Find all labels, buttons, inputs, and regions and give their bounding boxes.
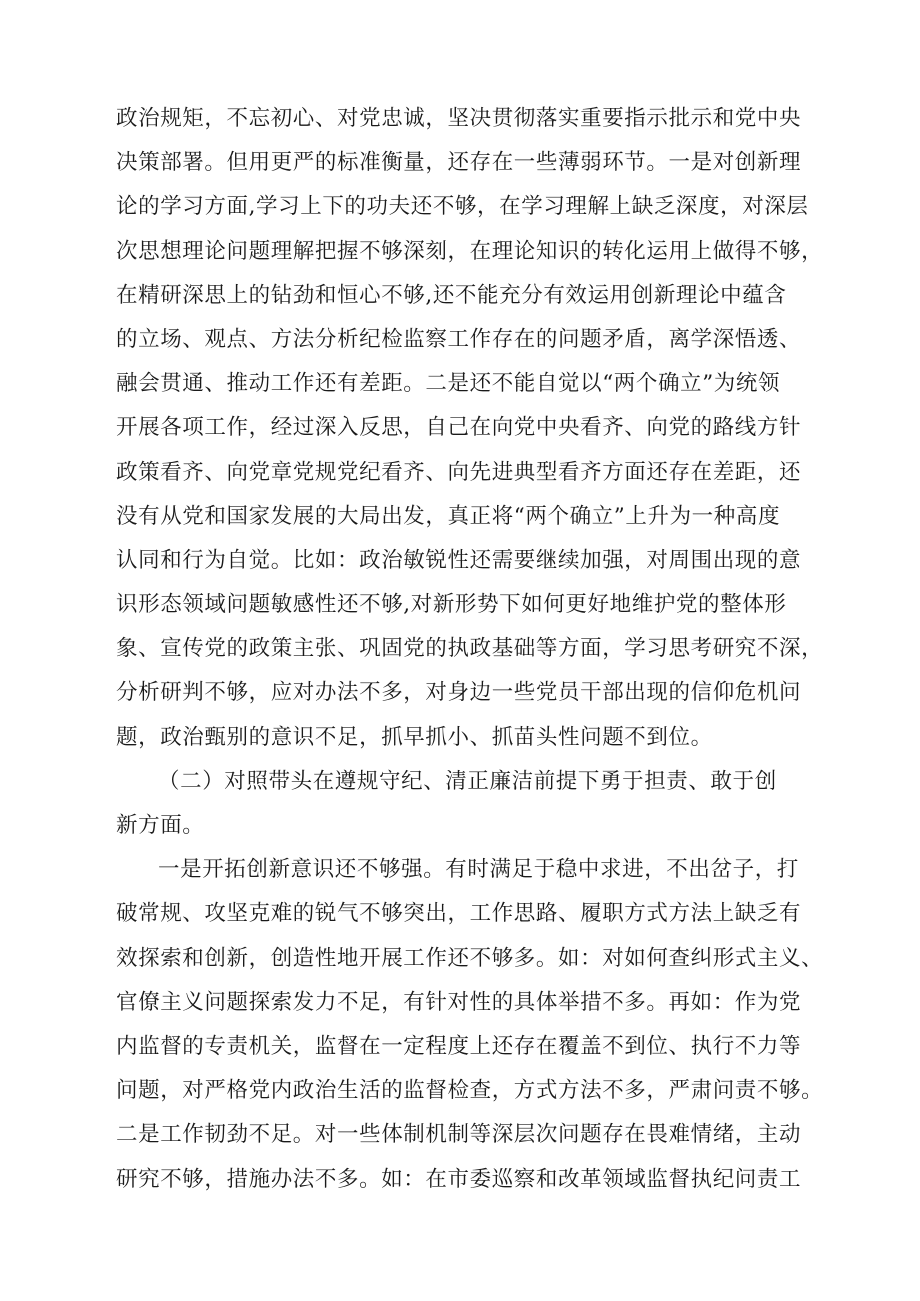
text-line: 象、宣传党的政策主张、巩固党的执政基础等方面，学习思考研究不深， (116, 636, 824, 662)
text-line: 认同和行为自觉。比如：政治敏锐性还需要继续加强，对周围出现的意 (116, 547, 802, 573)
text-line: 在精研深思上的钻劲和恒心不够,还不能充分有效运用创新理论中蕴含 (116, 282, 787, 308)
body-text (116, 97, 836, 1202)
text-line: 效探索和创新，创造性地开展工作还不够多。如：对如何查纠形式主义、 (116, 945, 824, 971)
text-line: 政策看齐、向党章党规党纪看齐、向先进典型看齐方面还存在差距，还 (116, 459, 802, 485)
section-heading-line: 新方面。 (116, 813, 205, 838)
text-line: 内监督的专责机关，监督在一定程度上还存在覆盖不到位、执行不力等 (116, 1033, 802, 1059)
text-line: 融会贯通、推动工作还有差距。二是还不能自觉以“两个确立”为统领 (116, 371, 781, 397)
text-line: 分析研判不够，应对办法不多，对身边一些党员干部出现的信仰危机问 (116, 680, 802, 706)
text-line: 问题，对严格党内政治生活的监督检查，方式方法不多，严肃问责不够。 (116, 1078, 824, 1104)
text-line: 论的学习方面,学习上下的功夫还不够，在学习理解上缺乏深度，对深层 (116, 194, 809, 220)
text-line: 官僚主义问题探索发力不足，有针对性的具体举措不多。再如：作为党 (116, 989, 802, 1015)
text-line: 政治规矩，不忘初心、对党忠诚，坚决贯彻落实重要指示批示和党中央 (116, 106, 802, 131)
section-heading-line: （二）对照带头在遵规守纪、清正廉洁前提下勇于担责、敢于创 (158, 768, 777, 794)
text-line: 识形态领域问题敏感性还不够,对新形势下如何更好地维护党的整体形 (116, 592, 787, 618)
text-line: 的立场、观点、方法分析纪检监察工作存在的问题矛盾，离学深悟透、 (116, 326, 802, 352)
text-line: 研究不够，措施办法不多。如：在市委巡察和改革领域监督执纪问责工 (116, 1166, 802, 1192)
text-line: 二是工作韧劲不足。对一些体制机制等深层次问题存在畏难情绪，主动 (116, 1122, 802, 1148)
text-line: 开展各项工作，经过深入反思，自己在向党中央看齐、向党的路线方针 (116, 415, 802, 441)
text-line: 题，政治甄别的意识不足，抓早抓小、抓苗头性问题不到位。 (116, 724, 713, 750)
text-line: 破常规、攻坚克难的锐气不够突出，工作思路、履职方式方法上缺乏有 (116, 901, 802, 927)
paragraph-first-line: 一是开拓创新意识还不够强。有时满足于稳中求进，不出岔子，打 (158, 857, 799, 883)
text-line: 没有从党和国家发展的大局出发，真正将“两个确立”上升为一种高度 (116, 503, 781, 529)
text-line: 决策部署。但用更严的标准衡量，还存在一些薄弱环节。一是对创新理 (116, 150, 802, 176)
text-line: 次思想理论问题理解把握不够深刻，在理论知识的转化运用上做得不够， (116, 238, 824, 264)
